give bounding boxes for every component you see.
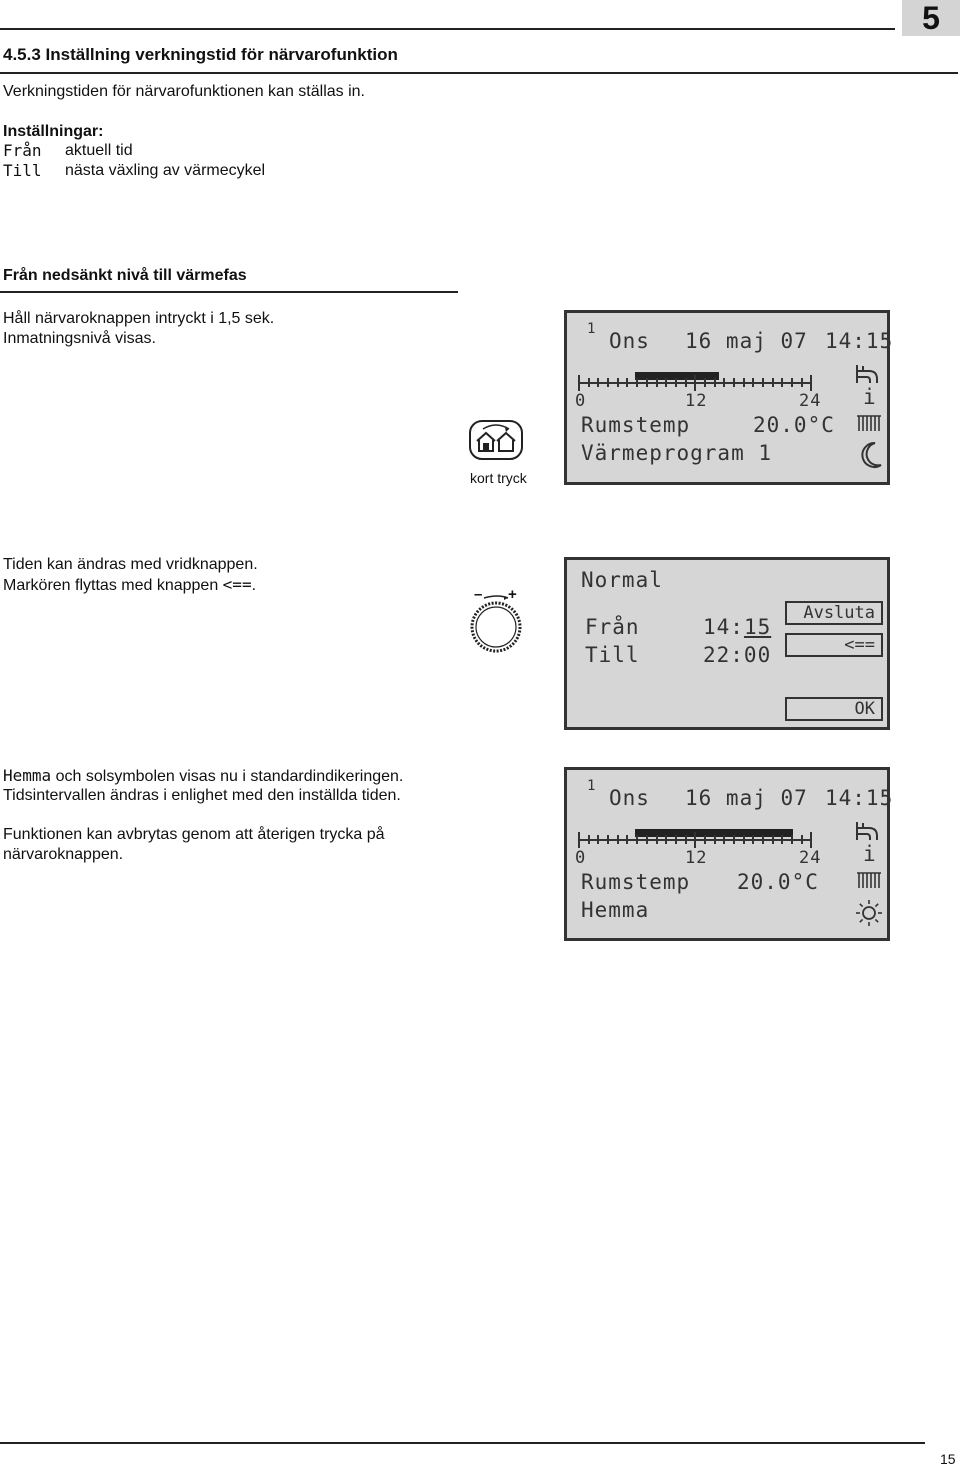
from-time-minutes-cursor[interactable]: 15 <box>743 615 772 639</box>
room-temp-label: Rumstemp <box>581 413 691 437</box>
setting-code-to: Till <box>3 161 42 180</box>
settings-heading: Inställningar: <box>3 123 104 140</box>
step2-line2-text: Markören flyttas med knappen <box>3 577 223 594</box>
room-temp-label: Rumstemp <box>581 870 691 894</box>
step3-line1-text: och solsymbolen visas nu i standardindikeringen. <box>51 768 404 785</box>
room-temp-value: 20.0°C <box>753 413 835 437</box>
scale-label-24: 24 <box>799 848 822 868</box>
setting-desc-to: nästa växling av värmecykel <box>65 162 266 179</box>
knob-minus: – <box>474 586 483 603</box>
to-label: Till <box>585 643 640 667</box>
moon-icon <box>857 441 883 469</box>
intro-sentence: Verkningstiden för närvarofunktionen kan ställas in. <box>3 83 365 100</box>
setting-desc-from: aktuell tid <box>65 142 133 159</box>
setting-code-from: Från <box>3 141 42 160</box>
scale-label-12: 12 <box>685 391 708 411</box>
info-icon: i <box>863 842 877 866</box>
to-time: 22:00 <box>703 643 772 667</box>
back-key-code: <== <box>222 575 252 594</box>
step3-para2-line1: Funktionen kan avbrytas genom att återigen trycka på <box>3 826 385 843</box>
mode-label: Hemma <box>581 898 650 922</box>
info-icon: i <box>863 385 877 409</box>
scale-label-0: 0 <box>575 391 587 411</box>
from-time <box>703 615 771 639</box>
weekday: Ons <box>609 786 650 810</box>
scale-label-0: 0 <box>575 848 587 868</box>
program-label: Värmeprogram 1 <box>581 441 773 465</box>
subsection-line1: Håll närvaroknappen intryckt i 1,5 sek. <box>3 310 275 327</box>
circuit-number: 1 <box>587 321 597 337</box>
room-temp-value: 20.0°C <box>737 870 819 894</box>
date: 16 maj 07 <box>685 786 808 810</box>
ok-button[interactable]: OK <box>785 697 883 721</box>
section-title: 4.5.3 Inställning verkningstid för närvarofunktion <box>3 45 398 64</box>
display-standard-home <box>564 767 894 941</box>
sun-icon <box>854 898 884 928</box>
radiator-icon <box>855 870 883 890</box>
clock-time: 14:15 <box>825 329 894 353</box>
display-standard-night <box>564 310 894 485</box>
time-scale-bar <box>577 826 817 850</box>
radiator-icon <box>855 413 883 433</box>
back-button[interactable]: <== <box>785 633 883 657</box>
exit-button[interactable]: Avsluta <box>785 601 883 625</box>
step3-para2-line2: närvaroknappen. <box>3 846 124 863</box>
from-label: Från <box>585 615 640 639</box>
step2-line1: Tiden kan ändras med vridknappen. <box>3 556 258 573</box>
weekday: Ons <box>609 329 650 353</box>
scale-label-12: 12 <box>685 848 708 868</box>
step2-line2 <box>3 575 256 596</box>
tap-icon <box>855 820 881 842</box>
button-caption: kort tryck <box>470 470 527 486</box>
chapter-number: 5 <box>902 0 960 36</box>
step3-line2: Tidsintervallen ändras i enlighet med den inställda tiden. <box>3 787 401 804</box>
display-title: Normal <box>581 568 663 592</box>
subsection-rule <box>0 291 458 293</box>
footer-rule <box>0 1442 925 1444</box>
display-time-setting <box>564 557 890 730</box>
knob-plus: + <box>508 586 517 603</box>
section-rule <box>0 72 958 74</box>
presence-button-icon[interactable] <box>469 419 523 461</box>
subsection-line2: Inmatningsnivå visas. <box>3 330 156 347</box>
header-rule <box>0 28 895 30</box>
home-code: Hemma <box>3 766 52 785</box>
subsection-heading: Från nedsänkt nivå till värmefas <box>3 267 247 284</box>
step3-line1 <box>3 766 403 787</box>
step2-line2-end: . <box>251 577 257 594</box>
time-scale-bar <box>577 369 817 393</box>
page-number: 15 <box>940 1451 956 1467</box>
circuit-number: 1 <box>587 778 597 794</box>
scale-label-24: 24 <box>799 391 822 411</box>
tap-icon <box>855 363 881 385</box>
date: 16 maj 07 <box>685 329 808 353</box>
from-time-hours: 14: <box>703 615 744 639</box>
clock-time: 14:15 <box>825 786 894 810</box>
